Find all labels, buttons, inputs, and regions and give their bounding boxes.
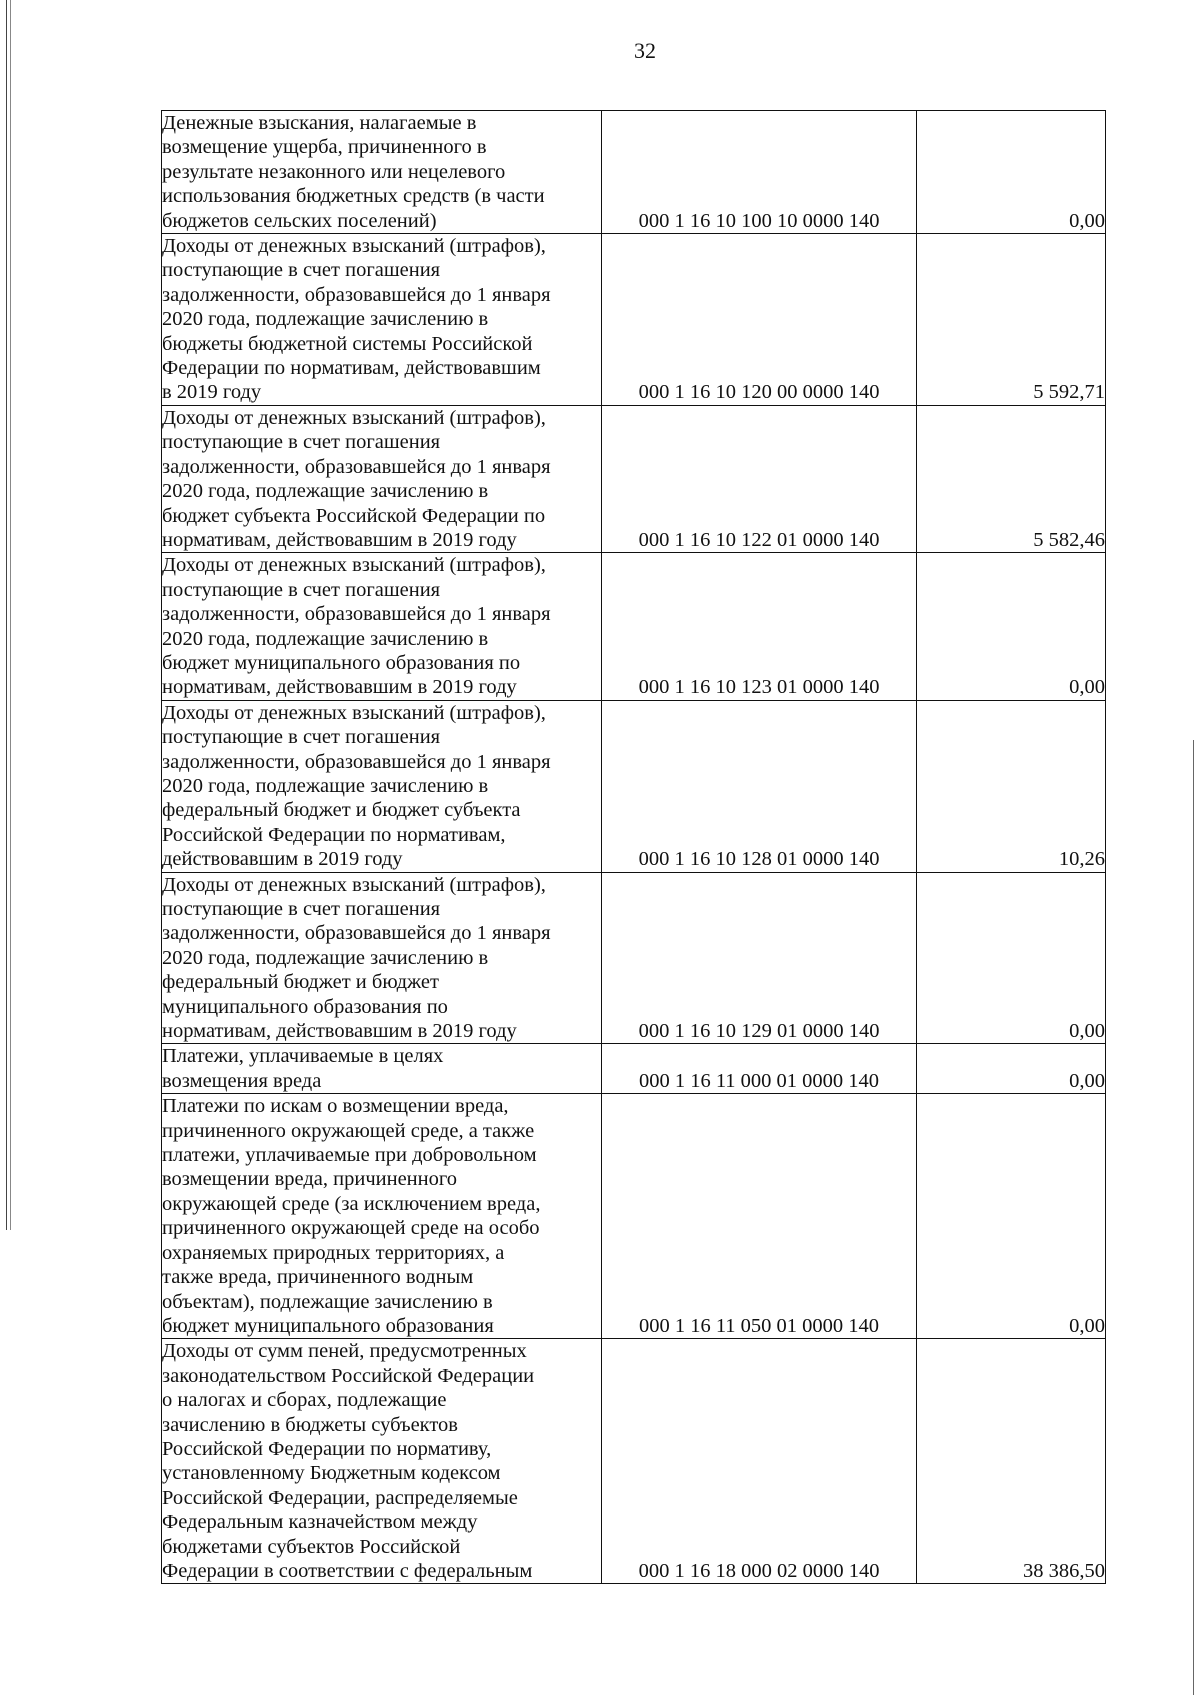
revenue-name-line: Платежи по искам о возмещении вреда, xyxy=(162,1095,509,1118)
revenue-name-line: 2020 года, подлежащие зачислению в xyxy=(162,774,489,797)
budget-code-cell: 000 1 16 11 050 01 0000 140 xyxy=(602,1094,917,1339)
revenue-name-line: бюджеты бюджетной системы Российской xyxy=(162,332,533,355)
revenue-name-line: платежи, уплачиваемые при добровольном xyxy=(162,1144,537,1167)
revenue-name-cell xyxy=(162,405,602,552)
revenue-name-line: Доходы от денежных взысканий (штрафов), xyxy=(162,235,546,258)
revenue-name-cell xyxy=(162,1044,602,1094)
revenue-name-cell xyxy=(162,1339,602,1584)
table-row xyxy=(162,553,1106,700)
budget-code-cell: 000 1 16 18 000 02 0000 140 xyxy=(602,1339,917,1584)
table-body xyxy=(162,111,1106,1584)
revenue-name-line: задолженности, образовавшейся до 1 января xyxy=(162,455,551,478)
revenue-name-line: задолженности, образовавшейся до 1 января xyxy=(162,750,551,773)
revenue-name-line: Федерации в соответствии с федеральным xyxy=(162,1559,533,1582)
revenue-name-line: поступающие в счет погашения xyxy=(162,898,441,920)
revenue-name-line: возмещении вреда, причиненного xyxy=(162,1168,458,1191)
revenue-name-line: использования бюджетных средств (в части xyxy=(162,185,545,208)
amount-cell: 0,00 xyxy=(917,1044,1106,1094)
budget-code-cell: 000 1 16 10 120 00 0000 140 xyxy=(602,234,917,406)
revenue-name-line: Российской Федерации, распределяемые xyxy=(162,1486,518,1509)
amount-cell: 0,00 xyxy=(917,1094,1106,1339)
revenue-name-cell xyxy=(162,700,602,872)
revenue-name-line: бюджет муниципального образования xyxy=(162,1314,494,1337)
revenue-name-line: законодательством Российской Федерации xyxy=(162,1364,535,1387)
revenue-name-line: поступающие в счет погашения xyxy=(162,726,441,749)
revenue-name-line: Доходы от сумм пеней, предусмотренных xyxy=(162,1340,527,1363)
table-row xyxy=(162,1339,1106,1584)
revenue-name-cell xyxy=(162,553,602,700)
revenue-name-line: 2020 года, подлежащие зачислению в xyxy=(162,480,489,503)
revenue-name-line: федеральный бюджет и бюджет xyxy=(162,971,439,994)
budget-code-cell: 000 1 16 10 100 10 0000 140 xyxy=(602,111,917,234)
revenue-name-line: окружающей среде (за исключением вреда, xyxy=(162,1192,541,1215)
amount-cell: 10,26 xyxy=(917,700,1106,872)
revenue-name-line: поступающие в счет погашения xyxy=(162,431,441,454)
table-row xyxy=(162,1094,1106,1339)
revenue-name-line: возмещение ущерба, причиненного в xyxy=(162,136,487,159)
revenue-name-line: федеральный бюджет и бюджет субъекта xyxy=(162,799,521,822)
revenue-name-line: установленному Бюджетным кодексом xyxy=(162,1462,501,1485)
budget-revenue-table xyxy=(161,110,1106,1584)
revenue-name-line: нормативам, действовавшим в 2019 году xyxy=(162,1020,517,1043)
revenue-name-line: муниципального образования по xyxy=(162,995,448,1018)
revenue-name-line: бюджет субъекта Российской Федерации по xyxy=(162,504,546,527)
revenue-name-line: поступающие в счет погашения xyxy=(162,259,441,282)
revenue-name-line: нормативам, действовавшим в 2019 году xyxy=(162,676,517,699)
revenue-name-line: 2020 года, подлежащие зачислению в xyxy=(162,627,489,650)
budget-code-cell: 000 1 16 10 129 01 0000 140 xyxy=(602,872,917,1044)
revenue-name-line: 2020 года, подлежащие зачислению в xyxy=(162,308,489,331)
amount-cell: 5 592,71 xyxy=(917,234,1106,406)
revenue-name-line: Федеральным казначейством между xyxy=(162,1511,478,1534)
revenue-name-line: задолженности, образовавшейся до 1 января xyxy=(162,283,551,306)
revenue-name-line: 2020 года, подлежащие зачислению в xyxy=(162,946,489,969)
revenue-name-line: действовавшим в 2019 году xyxy=(162,848,403,871)
revenue-name-line: Денежные взыскания, налагаемые в xyxy=(162,112,477,134)
revenue-name-line: причиненного окружающей среде на особо xyxy=(162,1217,540,1240)
revenue-name-line: Доходы от денежных взысканий (штрафов), xyxy=(162,701,546,724)
table-row xyxy=(162,405,1106,552)
revenue-name-line: бюджетами субъектов Российской xyxy=(162,1535,461,1558)
revenue-name-cell xyxy=(162,872,602,1044)
revenue-name-line: нормативам, действовавшим в 2019 году xyxy=(162,528,517,551)
revenue-name-line: возмещения вреда xyxy=(162,1069,322,1092)
revenue-name-line: причиненного окружающей среде, а также xyxy=(162,1119,535,1142)
amount-cell: 0,00 xyxy=(917,872,1106,1044)
revenue-name-line: о налогах и сборах, подлежащие xyxy=(162,1389,447,1412)
table-row xyxy=(162,1044,1106,1094)
scan-edge-right xyxy=(1191,740,1194,1695)
page-number: 32 xyxy=(634,38,656,63)
scan-edge-left xyxy=(6,0,11,1230)
revenue-name-line: Платежи, уплачиваемые в целях xyxy=(162,1045,444,1068)
amount-cell: 38 386,50 xyxy=(917,1339,1106,1584)
revenue-name-line: Доходы от денежных взысканий (штрафов), xyxy=(162,873,546,896)
revenue-name-line: результате незаконного или нецелевого xyxy=(162,160,506,183)
table-row xyxy=(162,872,1106,1044)
table-row xyxy=(162,111,1106,234)
table-row xyxy=(162,700,1106,872)
revenue-name-line: зачислению в бюджеты субъектов xyxy=(162,1413,458,1436)
revenue-name-line: Доходы от денежных взысканий (штрафов), xyxy=(162,406,546,429)
revenue-name-line: Российской Федерации по нормативу, xyxy=(162,1437,492,1460)
revenue-name-line: бюджетов сельских поселений) xyxy=(162,209,437,232)
budget-code-cell: 000 1 16 10 128 01 0000 140 xyxy=(602,700,917,872)
revenue-name-line: бюджет муниципального образования по xyxy=(162,651,521,674)
revenue-name-line: Федерации по нормативам, действовавшим xyxy=(162,357,541,380)
revenue-name-cell xyxy=(162,1094,602,1339)
revenue-name-line: Доходы от денежных взысканий (штрафов), xyxy=(162,554,546,577)
revenue-name-line: объектам), подлежащие зачислению в xyxy=(162,1290,493,1313)
revenue-name-line: Российской Федерации по нормативам, xyxy=(162,823,506,846)
revenue-name-cell xyxy=(162,234,602,406)
revenue-name-cell xyxy=(162,111,602,234)
budget-code-cell: 000 1 16 10 123 01 0000 140 xyxy=(602,553,917,700)
budget-code-cell: 000 1 16 10 122 01 0000 140 xyxy=(602,405,917,552)
table-row xyxy=(162,234,1106,406)
budget-code-cell: 000 1 16 11 000 01 0000 140 xyxy=(602,1044,917,1094)
revenue-name-line: задолженности, образовавшейся до 1 января xyxy=(162,603,551,626)
revenue-name-line: в 2019 году xyxy=(162,381,262,404)
revenue-name-line: охраняемых природных территориях, а xyxy=(162,1241,505,1264)
amount-cell: 0,00 xyxy=(917,111,1106,234)
amount-cell: 0,00 xyxy=(917,553,1106,700)
revenue-name-line: также вреда, причиненного водным xyxy=(162,1266,474,1289)
amount-cell: 5 582,46 xyxy=(917,405,1106,552)
revenue-name-line: задолженности, образовавшейся до 1 января xyxy=(162,922,551,945)
revenue-name-line: поступающие в счет погашения xyxy=(162,578,441,601)
